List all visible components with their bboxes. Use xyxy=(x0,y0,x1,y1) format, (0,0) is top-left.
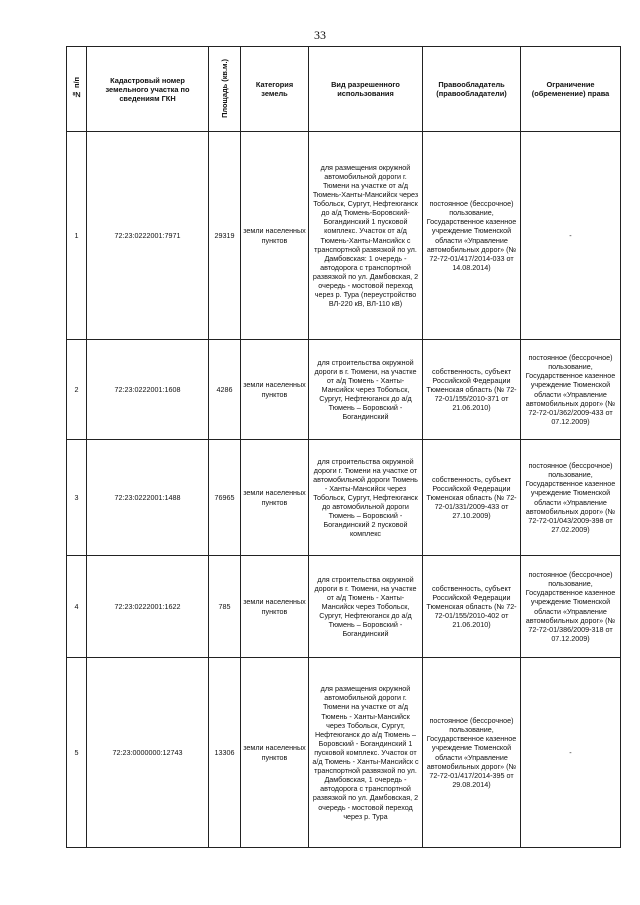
row-holder: постоянное (бессрочное) пользование, Государственное казенное учреждение Тюменской области «Управление автомобильных дорог» (№ 72-72-01/417/2014-395 от 29.08.2014) xyxy=(423,658,521,848)
row-restriction: постоянное (бессрочное) пользование, Государственное казенное учреждение Тюменской области «Управление автомобильных дорог» (№ 72-72-01/362/2009-433 от 07.12.2009) xyxy=(521,340,621,440)
header-area: Площадь (кв.м.) xyxy=(209,47,241,132)
row-area: 29319 xyxy=(209,132,241,340)
table-row xyxy=(67,440,621,556)
row-category: земли населенных пунктов xyxy=(241,556,309,658)
header-category: Категория земель xyxy=(241,47,309,132)
row-category: земли населенных пунктов xyxy=(241,132,309,340)
row-holder: собственность, субъект Российской Федерации Тюменская область (№ 72-72-01/155/2010-371 от 21.06.2010) xyxy=(423,340,521,440)
row-category: земли населенных пунктов xyxy=(241,340,309,440)
table-row xyxy=(67,658,621,848)
land-plots-table xyxy=(66,46,621,848)
row-restriction: постоянное (бессрочное) пользование, Государственное казенное учреждение Тюменской области «Управление автомобильных дорог» (№ 72-72-01/386/2009-318 от 07.12.2009) xyxy=(521,556,621,658)
table-row xyxy=(67,556,621,658)
row-cadastral: 72:23:0222001:1488 xyxy=(87,440,209,556)
row-permitted-use: для строительства окружной дороги в г. Тюмени, на участке от а/д Тюмень - Ханты-Мансийск через Тобольск, Сургут, Нефтеюганск до а/д Тюмень – Боровский - Богандинский xyxy=(309,340,423,440)
row-cadastral: 72:23:0222001:1622 xyxy=(87,556,209,658)
header-permitted-use: Вид разрешенного использования xyxy=(309,47,423,132)
row-restriction: - xyxy=(521,658,621,848)
row-num: 4 xyxy=(67,556,87,658)
row-holder: собственность, субъект Российской Федерации Тюменская область (№ 72-72-01/155/2010-402 от 21.06.2010) xyxy=(423,556,521,658)
table-row xyxy=(67,340,621,440)
row-restriction: - xyxy=(521,132,621,340)
row-num: 1 xyxy=(67,132,87,340)
row-area: 4286 xyxy=(209,340,241,440)
row-holder: собственность, субъект Российской Федерации Тюменская область (№ 72-72-01/331/2009-433 от 27.10.2009) xyxy=(423,440,521,556)
page-number: 33 xyxy=(314,28,326,42)
row-restriction: постоянное (бессрочное) пользование, Государственное казенное учреждение Тюменской области «Управление автомобильных дорог» (№ 72-72-01/043/2009-398 от 27.02.2009) xyxy=(521,440,621,556)
row-permitted-use: для строительства окружной дороги в г. Тюмени, на участке от а/д Тюмень - Ханты-Мансийск через Тобольск, Сургут, Нефтеюганск до а/д Тюмень – Боровский - Богандинский xyxy=(309,556,423,658)
header-cadastral: Кадастровый номер земельного участка по сведениям ГКН xyxy=(87,47,209,132)
table-header-row xyxy=(67,47,621,132)
header-holder: Правообладатель (правообладатели) xyxy=(423,47,521,132)
table-row xyxy=(67,132,621,340)
row-cadastral: 72:23:0222001:1608 xyxy=(87,340,209,440)
row-area: 13306 xyxy=(209,658,241,848)
row-permitted-use: для размещения окружной автомобильной дороги г. Тюмени на участке от а/д Тюмень - Ханты-Мансийск через Тобольск, Сургут, Нефтеюганск до а/д Тюмень – Боровский - Богандинский 1 пусковой комплекс. Участок от а/д Тюмень - Ханты-Мансийск с транспортной развязкой по ул. Дамбовская, 1 очередь - автодорога с транспортной развязкой по ул. Дамбовская, 2 очередь - мостовой переход через р. Тура xyxy=(309,658,423,848)
header-restriction: Ограничение (обременение) права xyxy=(521,47,621,132)
row-cadastral: 72:23:0222001:7971 xyxy=(87,132,209,340)
header-num: № п/п xyxy=(67,47,87,132)
row-num: 3 xyxy=(67,440,87,556)
row-cadastral: 72:23:0000000:12743 xyxy=(87,658,209,848)
row-category: земли населенных пунктов xyxy=(241,658,309,848)
row-holder: постоянное (бессрочное) пользование, Государственное казенное учреждение Тюменской области «Управление автомобильных дорог» (№ 72-72-01/417/2014-033 от 14.08.2014) xyxy=(423,132,521,340)
row-permitted-use: для размещения окружной автомобильной дороги г. Тюмени на участке от а/д Тюмень-Ханты-Мансийск через Тобольск, Сургут, Нефтеюганск до а/д Тюмень-Боровский-Богандинский 1 пусковой комплекс. Участок от а/д Тюмень-Ханты-Мансийск с транспортной развязкой по ул. Дамбовская: 1 очередь - автодорога с транспортной развязкой по ул. Дамбовская, 2 очередь - мостовой переход через р. Тура (переустройство ВЛ-220 кВ, ВЛ-110 кВ) xyxy=(309,132,423,340)
row-permitted-use: для строительства окружной дороги г. Тюмени на участке от автомобильной дороги Тюмень - Ханты-Мансийск через Тобольск, Сургут, Нефтеюганск до автомобильной дороги Тюмень – Боровский - Богандинский 2 пусковой комплекс xyxy=(309,440,423,556)
row-area: 785 xyxy=(209,556,241,658)
row-num: 5 xyxy=(67,658,87,848)
row-category: земли населенных пунктов xyxy=(241,440,309,556)
row-area: 76965 xyxy=(209,440,241,556)
row-num: 2 xyxy=(67,340,87,440)
